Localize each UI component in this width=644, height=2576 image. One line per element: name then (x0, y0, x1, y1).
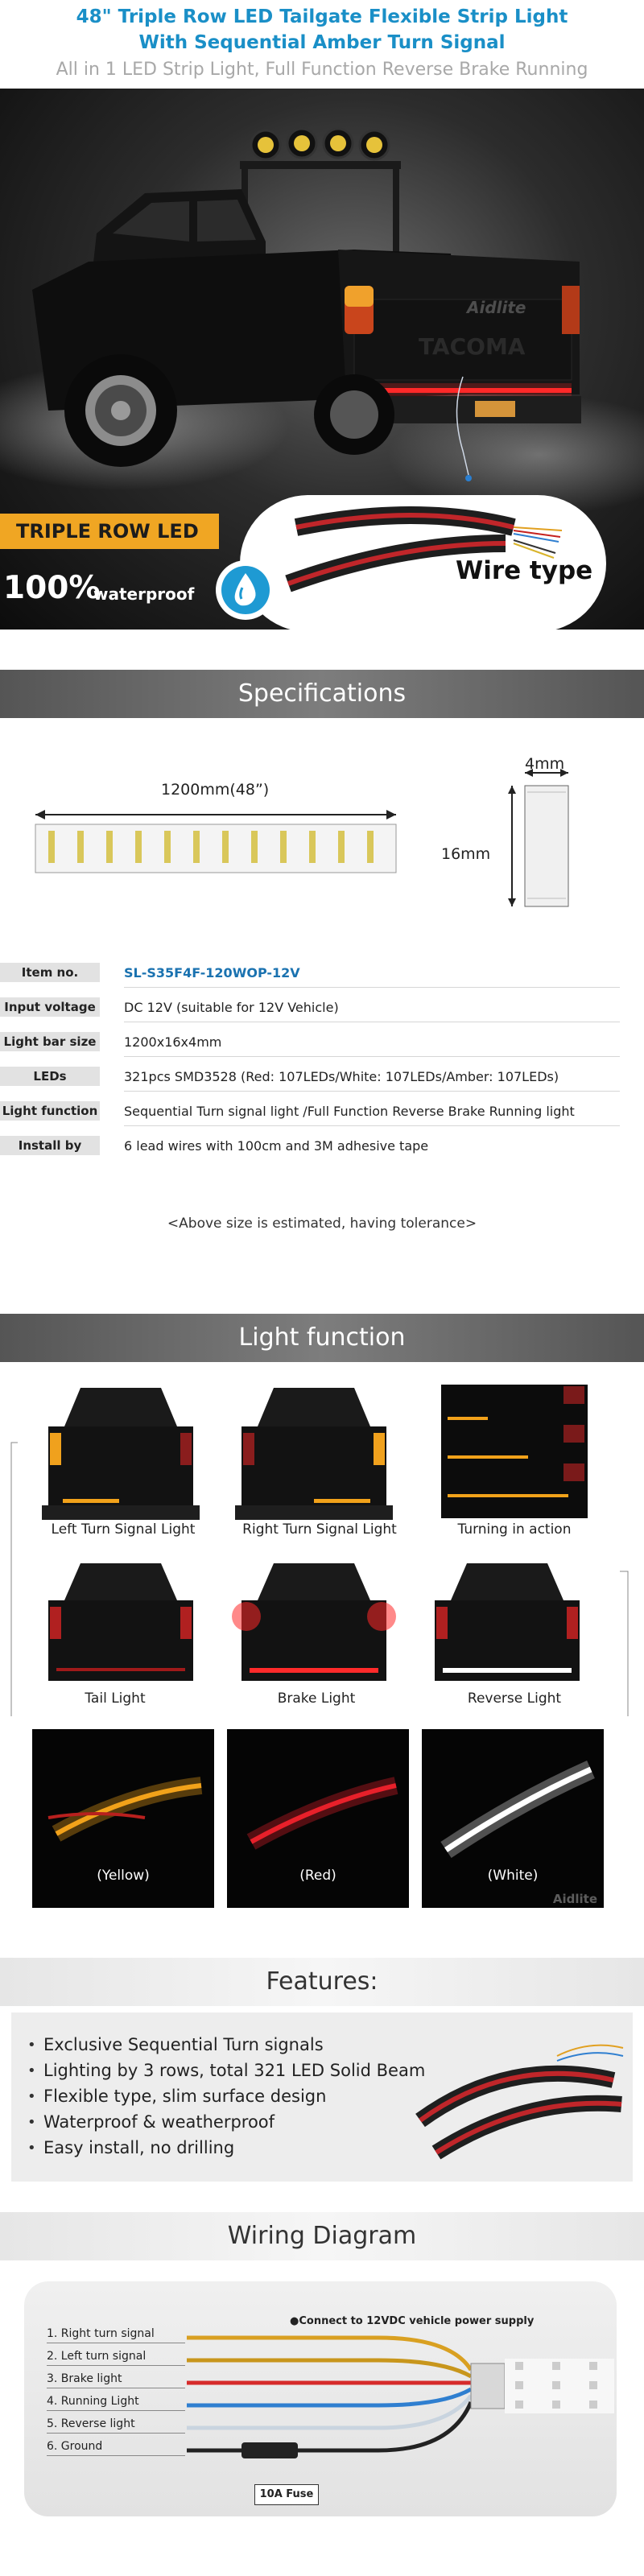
svg-text:TACOMA: TACOMA (419, 333, 526, 360)
wire-label: 1. Right turn signal (47, 2327, 155, 2340)
triple-row-badge: TRIPLE ROW LED (0, 514, 219, 549)
water-drop-icon (216, 560, 275, 620)
tolerance-note: <Above size is estimated, having tolerance> (167, 1216, 477, 1232)
caption-left-turn: Left Turn Signal Light (51, 1521, 196, 1538)
feature-item: Easy install, no drilling (43, 2138, 235, 2157)
waterproof-badge (216, 560, 275, 620)
bullet-icon: • (27, 2114, 36, 2131)
caption-tail-light: Tail Light (85, 1690, 146, 1707)
spec-key: Install by (0, 1136, 100, 1155)
spec-key: LEDs (0, 1067, 100, 1086)
wire-type-card (240, 495, 606, 630)
fuse-label: 10A Fuse (254, 2484, 319, 2505)
caption-right-turn: Right Turn Signal Light (242, 1521, 397, 1538)
spec-key: Light function (0, 1101, 100, 1121)
title-line-1: 48" Triple Row LED Tailgate Flexible Strip Light (76, 6, 568, 27)
section-specifications: Specifications (0, 670, 644, 718)
power-supply-note: ●Connect to 12VDC vehicle power supply (290, 2315, 535, 2327)
wire-type-label: Wire type (456, 556, 593, 585)
feature-item: Exclusive Sequential Turn signals (43, 2035, 324, 2054)
wire-label: 3. Brake light (47, 2372, 122, 2385)
spec-row (0, 1027, 644, 1058)
bullet-icon: • (27, 2140, 36, 2157)
wire-label: 4. Running Light (47, 2395, 139, 2408)
led-strip-illustration (412, 2024, 631, 2169)
panel-label-yellow: (Yellow) (97, 1868, 150, 1884)
subtitle: All in 1 LED Strip Light, Full Function Reverse Brake Running (56, 60, 588, 80)
watermark: Aidlite (552, 1892, 597, 1906)
wire-label: 2. Left turn signal (47, 2350, 147, 2363)
red-strip-panel (227, 1729, 409, 1908)
spec-row (0, 1062, 644, 1092)
spec-key: Light bar size (0, 1032, 100, 1051)
light-function-truck-grid (0, 1378, 644, 1716)
caption-brake-light: Brake Light (277, 1690, 356, 1707)
section-light-function: Light function (0, 1314, 644, 1362)
spec-divider (124, 1125, 620, 1126)
bullet-icon: • (27, 2088, 36, 2105)
feature-item: Flexible type, slim surface design (43, 2087, 327, 2106)
spec-value: 321pcs SMD3528 (Red: 107LEDs/White: 107LEDs/Amber: 107LEDs) (124, 1069, 559, 1084)
wire-label-underline (47, 2433, 185, 2434)
spec-row (0, 1131, 644, 1162)
spec-value: SL-S35F4F-120WOP-12V (124, 965, 300, 980)
waterproof-number: 100% (3, 570, 101, 606)
panel-label-white: (White) (487, 1868, 539, 1884)
length-dimension: 1200mm(48”) (161, 781, 270, 799)
bullet-icon: • (27, 2062, 36, 2079)
panel-label-red: (Red) (299, 1868, 336, 1884)
spec-value: DC 12V (suitable for 12V Vehicle) (124, 1000, 339, 1015)
watermark: Aidlite (467, 298, 526, 317)
section-wiring-diagram: Wiring Diagram (0, 2212, 644, 2260)
feature-item: Waterproof & weatherproof (43, 2112, 275, 2132)
hero-image (0, 89, 644, 630)
wire-label-underline (47, 2365, 185, 2366)
wire-label-underline (47, 2410, 185, 2411)
header (0, 0, 644, 89)
spec-divider (124, 1091, 620, 1092)
section-features: Features: (0, 1958, 644, 2006)
waterproof-label: waterproof (93, 584, 195, 604)
height-dimension: 16mm (441, 845, 491, 863)
pickup-truck-illustration (0, 89, 644, 507)
white-strip-panel (422, 1729, 604, 1908)
width-dimension: 4mm (525, 755, 565, 773)
spec-row (0, 958, 644, 989)
spec-divider (124, 1056, 620, 1057)
spec-key: Item no. (0, 963, 100, 982)
feature-item: Lighting by 3 rows, total 321 LED Solid Beam (43, 2061, 426, 2080)
wire-label: 6. Ground (47, 2440, 103, 2453)
spec-value: 1200x16x4mm (124, 1034, 222, 1050)
title-line-2: With Sequential Amber Turn Signal (138, 32, 506, 53)
spec-divider (124, 987, 620, 988)
wire-label: 5. Reverse light (47, 2417, 135, 2430)
caption-turning-in-action: Turning in action (457, 1521, 572, 1538)
spec-key: Input voltage (0, 997, 100, 1017)
bullet-icon: • (27, 2037, 36, 2054)
spec-value: 6 lead wires with 100cm and 3M adhesive tape (124, 1138, 429, 1154)
spec-value: Sequential Turn signal light /Full Function Reverse Brake Running light (124, 1104, 575, 1119)
spec-row (0, 993, 644, 1023)
wire-label-underline (47, 2455, 185, 2456)
yellow-strip-panel (32, 1729, 214, 1908)
spec-row (0, 1096, 644, 1127)
caption-reverse-light: Reverse Light (467, 1690, 562, 1707)
